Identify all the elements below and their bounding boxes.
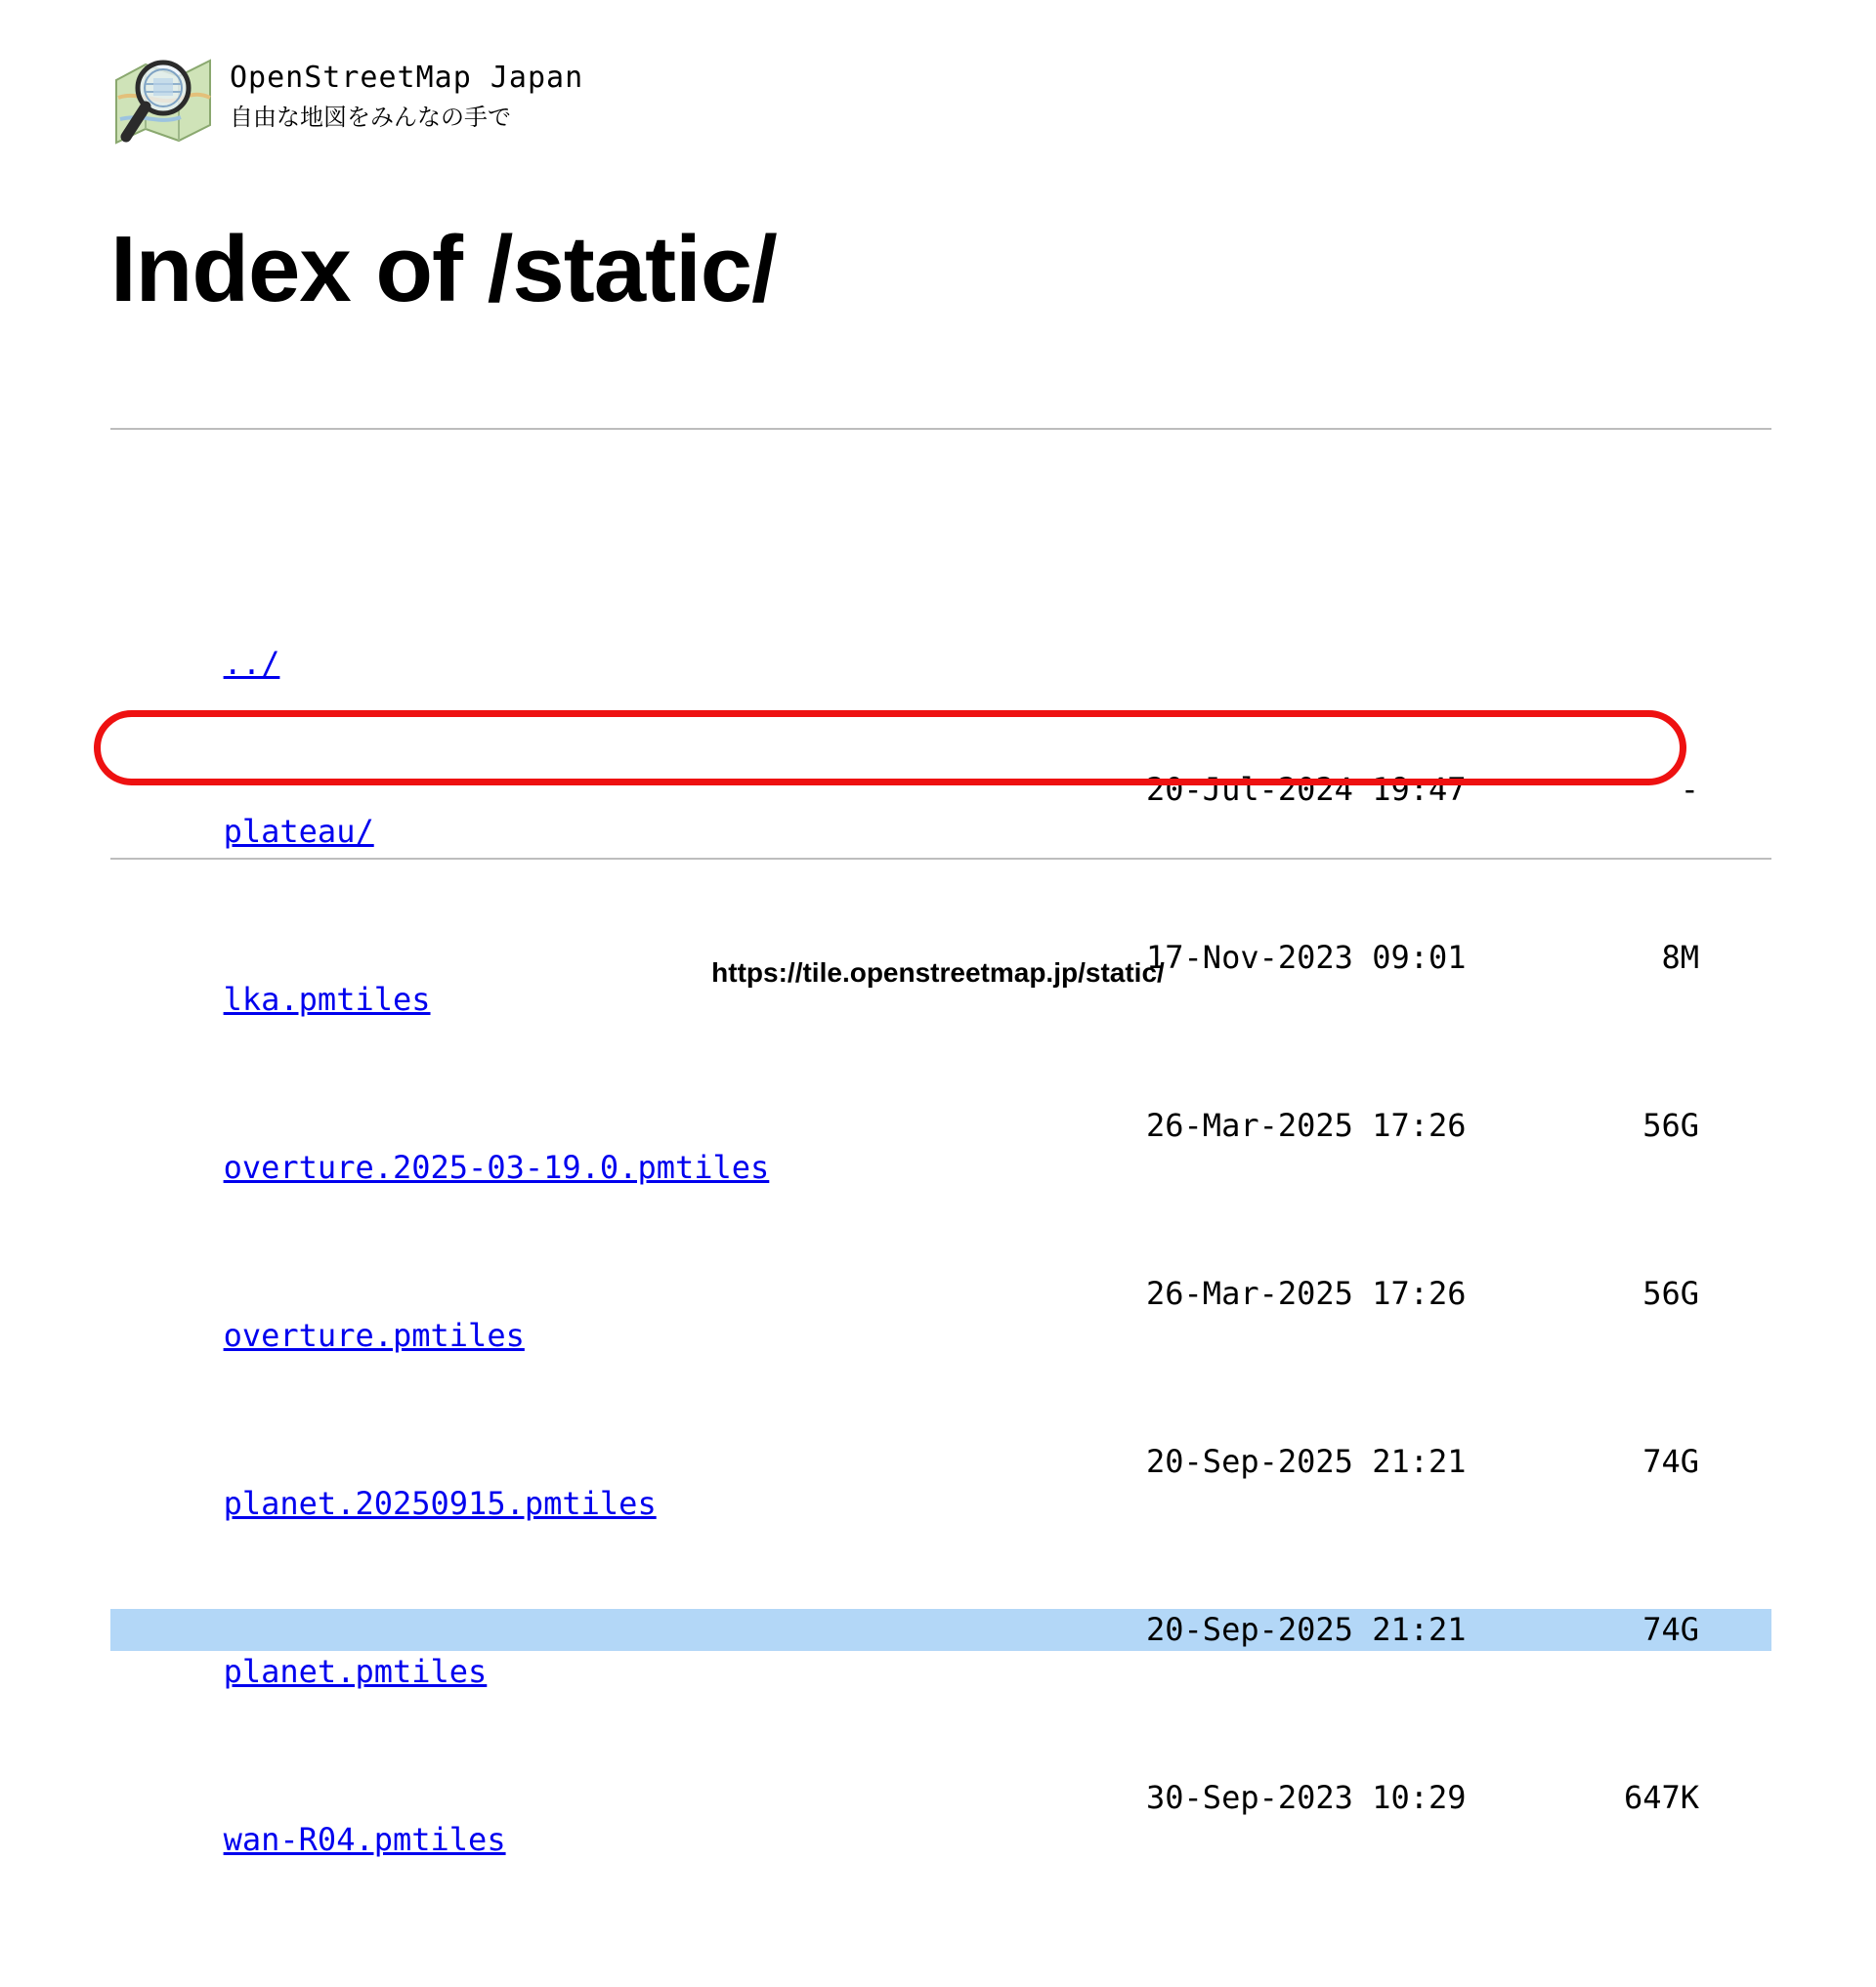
listing-link[interactable]: planet.pmtiles — [223, 1653, 488, 1690]
list-item[interactable] — [110, 601, 1771, 682]
listing-link[interactable]: lka.pmtiles — [223, 981, 431, 1018]
directory-listing — [110, 475, 1771, 1945]
listing-link[interactable]: overture.2025-03-19.0.pmtiles — [223, 1149, 770, 1186]
list-item[interactable] — [110, 1105, 1771, 1186]
listing-size: 74G — [1642, 1611, 1699, 1648]
listing-date: 17-Nov-2023 09:01 — [1146, 939, 1467, 976]
listing-size: - — [1680, 771, 1699, 808]
list-item[interactable] — [110, 769, 1771, 850]
brand-text-block — [230, 47, 583, 135]
listing-size: 56G — [1642, 1107, 1699, 1144]
listing-size: 56G — [1642, 1275, 1699, 1312]
listing-link[interactable]: overture.pmtiles — [223, 1317, 525, 1354]
list-item[interactable] — [110, 1441, 1771, 1522]
page-title: Index of /static/ — [110, 217, 777, 321]
list-item-selected[interactable] — [110, 1609, 1771, 1690]
listing-size: 74G — [1642, 1443, 1699, 1480]
listing-date: 26-Mar-2025 17:26 — [1146, 1275, 1467, 1312]
brand-title: OpenStreetMap Japan — [230, 61, 584, 95]
divider-top — [110, 428, 1771, 430]
map-magnifier-icon — [110, 47, 216, 152]
list-item[interactable] — [110, 1273, 1771, 1354]
listing-link[interactable]: ../ — [223, 645, 280, 682]
listing-size: 8M — [1661, 939, 1699, 976]
listing-date: 30-Sep-2023 10:29 — [1146, 1779, 1467, 1816]
footer-url: https://tile.openstreetmap.jp/static/ — [711, 957, 1165, 988]
listing-date: 26-Mar-2025 17:26 — [1146, 1107, 1467, 1144]
site-brand — [110, 47, 583, 152]
list-item[interactable] — [110, 1777, 1771, 1858]
listing-link[interactable]: plateau/ — [223, 813, 374, 850]
listing-link[interactable]: wan-R04.pmtiles — [223, 1821, 506, 1858]
listing-size: 647K — [1623, 1779, 1699, 1816]
brand-subtitle: 自由な地図をみんなの手で — [230, 104, 511, 131]
listing-date: 20-Jul-2024 19:47 — [1146, 771, 1467, 808]
listing-date: 20-Sep-2025 21:21 — [1146, 1611, 1467, 1648]
listing-link[interactable]: planet.20250915.pmtiles — [223, 1485, 657, 1522]
listing-date: 20-Sep-2025 21:21 — [1146, 1443, 1467, 1480]
